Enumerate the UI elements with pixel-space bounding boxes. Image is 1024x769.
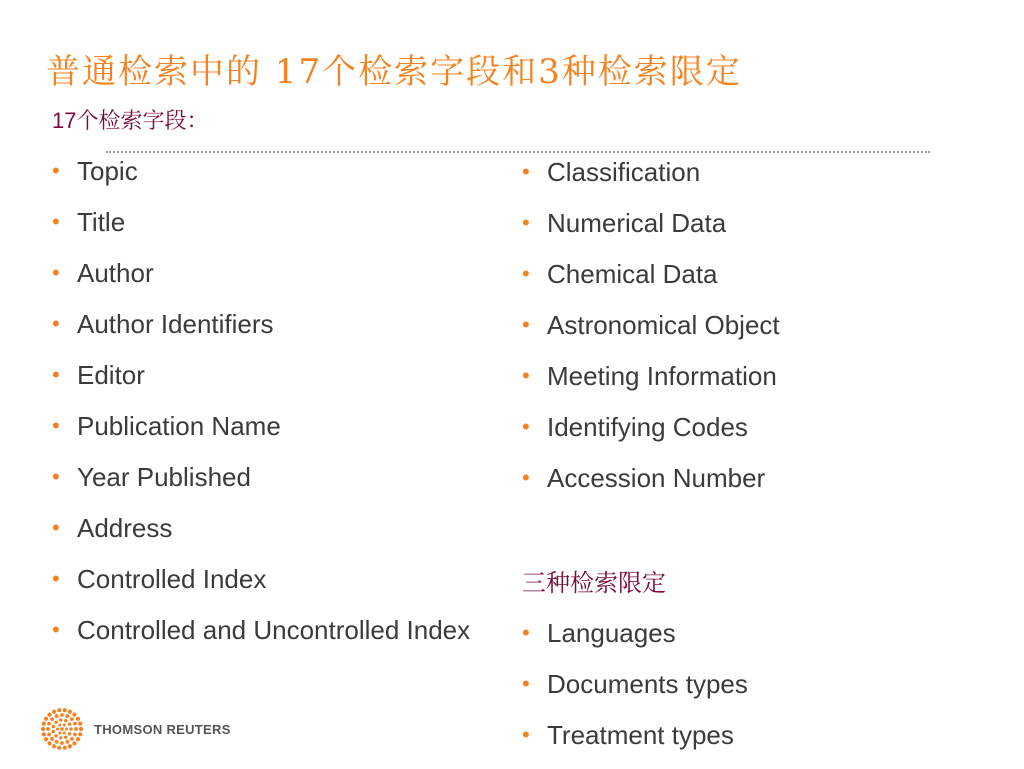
list-item <box>52 409 472 443</box>
list-item <box>52 307 472 341</box>
list-item <box>52 205 472 239</box>
field-label: Publication Name <box>77 411 281 441</box>
bullet-icon: • <box>52 311 60 336</box>
field-label: Classification <box>547 157 701 187</box>
list-item <box>52 256 472 290</box>
bullet-icon: • <box>522 312 530 337</box>
list-item <box>52 511 472 545</box>
bullet-icon: • <box>522 620 530 645</box>
field-label: Topic <box>77 156 138 186</box>
list-item <box>522 718 962 752</box>
bullet-icon: • <box>52 413 60 438</box>
bullet-icon: • <box>52 617 60 642</box>
field-label: Controlled Index <box>77 564 267 594</box>
field-label: Astronomical Object <box>547 310 780 340</box>
list-item <box>52 154 472 188</box>
bullet-icon: • <box>522 671 530 696</box>
field-label: Year Published <box>77 462 251 492</box>
left-field-list <box>52 154 472 664</box>
field-label: Meeting Information <box>547 361 777 391</box>
field-label: Chemical Data <box>547 259 718 289</box>
bullet-icon: • <box>522 261 530 286</box>
thomson-reuters-logo-icon <box>40 707 84 751</box>
fields-subtitle: 17个检索字段： <box>52 108 209 133</box>
limits-list <box>522 616 962 769</box>
list-item <box>522 308 962 342</box>
field-label: Accession Number <box>547 463 766 493</box>
list-item <box>52 562 472 596</box>
list-item <box>522 667 962 701</box>
field-label: Author Identifiers <box>77 309 274 339</box>
bullet-icon: • <box>52 362 60 387</box>
field-label: Address <box>77 513 173 543</box>
field-label: Title <box>77 207 126 237</box>
slide-title: 普通检索中的 17个检索字段和3种检索限定 <box>46 52 742 92</box>
list-item <box>522 461 962 495</box>
field-label: Numerical Data <box>547 208 727 238</box>
bullet-icon: • <box>52 209 60 234</box>
bullet-icon: • <box>522 722 530 747</box>
list-item <box>522 616 962 650</box>
bullet-icon: • <box>52 566 60 591</box>
logo-text: THOMSON REUTERS <box>94 722 231 737</box>
bullet-icon: • <box>522 159 530 184</box>
field-label: Editor <box>77 360 145 390</box>
list-item <box>52 460 472 494</box>
field-label: Controlled and Uncontrolled Index <box>77 615 471 645</box>
list-item <box>52 358 472 392</box>
limit-label: Languages <box>547 618 676 648</box>
limit-label: Documents types <box>547 669 748 699</box>
field-label: Identifying Codes <box>547 412 748 442</box>
bullet-icon: • <box>52 158 60 183</box>
bullet-icon: • <box>52 260 60 285</box>
list-item <box>522 410 962 444</box>
bullet-icon: • <box>522 465 530 490</box>
list-item <box>52 613 472 647</box>
field-label: Author <box>77 258 154 288</box>
list-item <box>522 206 962 240</box>
bullet-icon: • <box>52 515 60 540</box>
right-field-list <box>522 155 962 512</box>
bullet-icon: • <box>522 414 530 439</box>
bullet-icon: • <box>522 363 530 388</box>
bullet-icon: • <box>52 464 60 489</box>
dotted-divider <box>106 151 930 153</box>
list-item <box>522 155 962 189</box>
limits-heading: 三种检索限定 <box>522 570 666 597</box>
limit-label: Treatment types <box>547 720 734 750</box>
list-item <box>522 359 962 393</box>
bullet-icon: • <box>522 210 530 235</box>
list-item <box>522 257 962 291</box>
